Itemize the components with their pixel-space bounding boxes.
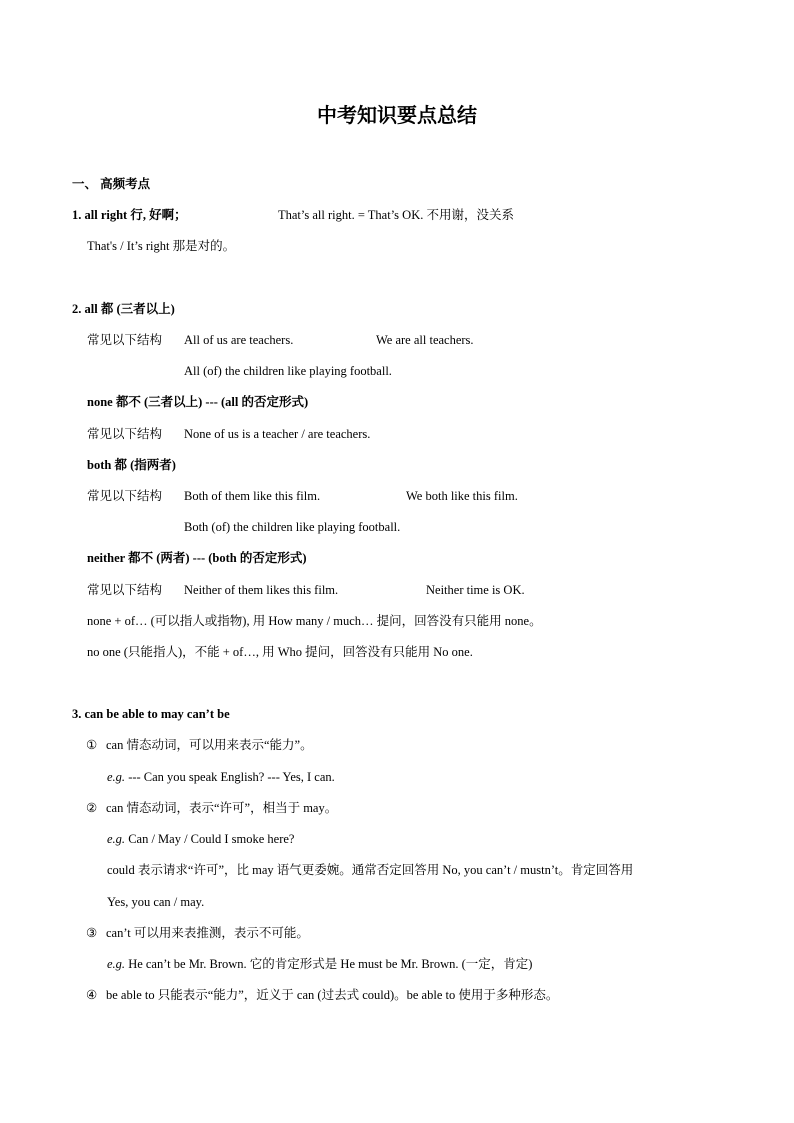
both-heading: both 都 (指两者): [87, 458, 176, 472]
all-example-1: All of us are teachers.: [184, 333, 294, 347]
item1-example: That’s all right. = That’s OK. 不用谢，没关系: [278, 208, 514, 222]
item1-heading: 1. all right 行, 好啊；: [72, 208, 187, 222]
circled-number-3: ③: [86, 926, 98, 940]
all-example-2: We are all teachers.: [376, 333, 474, 347]
eg-label: e.g.: [107, 770, 126, 784]
neither-example-1: Neither of them likes this film.: [184, 583, 339, 597]
all-example-3: All (of) the children like playing football.: [184, 364, 392, 378]
could-note-line-1: could 表示请求“许可”，比 may 语气更委婉。通常否定回答用 No, you can’t / mustn’t。肯定回答用: [107, 863, 634, 877]
point-4-text: be able to 只能表示“能力”，近义于 can (过去式 could)。be able to 使用于多种形态。: [106, 988, 559, 1002]
none-usage-note: none + of… (可以指人或指物), 用 How many / much… 提问，回答没有只能用 none。: [87, 614, 542, 628]
structure-label: 常见以下结构: [87, 333, 163, 347]
point-1-text: can 情态动词，可以用来表示“能力”。: [106, 738, 313, 752]
neither-heading: neither 都不 (两者) --- (both 的否定形式): [87, 551, 307, 565]
item3-heading: 3. can be able to may can’t be: [72, 707, 230, 721]
point-3: [86, 925, 309, 941]
point-2: [86, 800, 337, 816]
none-example-1: None of us is a teacher / are teachers.: [184, 427, 371, 441]
item1-line2: That's / It’s right 那是对的。: [87, 239, 236, 253]
structure-label: 常见以下结构: [87, 583, 163, 597]
none-heading: none 都不 (三者以上) --- (all 的否定形式): [87, 395, 309, 409]
circled-number-2: ②: [86, 801, 98, 815]
example-text: --- Can you speak English? --- Yes, I can.: [125, 770, 335, 784]
circled-number-1: ①: [86, 738, 98, 752]
eg-label: e.g.: [107, 832, 126, 846]
structure-label: 常见以下结构: [87, 427, 163, 441]
item2-heading: 2. all 都 (三者以上): [72, 302, 175, 316]
eg-label: e.g.: [107, 957, 126, 971]
circled-number-4: ④: [86, 988, 98, 1002]
both-example-3: Both (of) the children like playing football.: [184, 520, 401, 534]
point-1-example: [107, 769, 335, 785]
both-example-2: We both like this film.: [406, 489, 518, 503]
point-4: [86, 987, 558, 1003]
both-example-1: Both of them like this film.: [184, 489, 321, 503]
point-2-example: [107, 831, 294, 847]
page-title: 中考知识要点总结: [317, 105, 477, 127]
point-1: [86, 737, 313, 753]
example-text: Can / May / Could I smoke here?: [125, 832, 295, 846]
no-one-usage-note: no one (只能指人)，不能 + of…, 用 Who 提问，回答没有只能用 No one.: [87, 645, 473, 659]
neither-example-2: Neither time is OK.: [426, 583, 525, 597]
could-note-line-2: Yes, you can / may.: [107, 895, 205, 909]
point-3-text: can’t 可以用来表推测，表示不可能。: [106, 926, 309, 940]
point-2-text: can 情态动词，表示“许可”，相当于 may。: [106, 801, 338, 815]
point-3-example: [107, 956, 532, 972]
example-text: He can’t be Mr. Brown. 它的肯定形式是 He must be Mr. Brown. (一定，肯定): [125, 957, 533, 971]
section-heading: 一、 高频考点: [72, 177, 151, 191]
structure-label: 常见以下结构: [87, 489, 163, 503]
